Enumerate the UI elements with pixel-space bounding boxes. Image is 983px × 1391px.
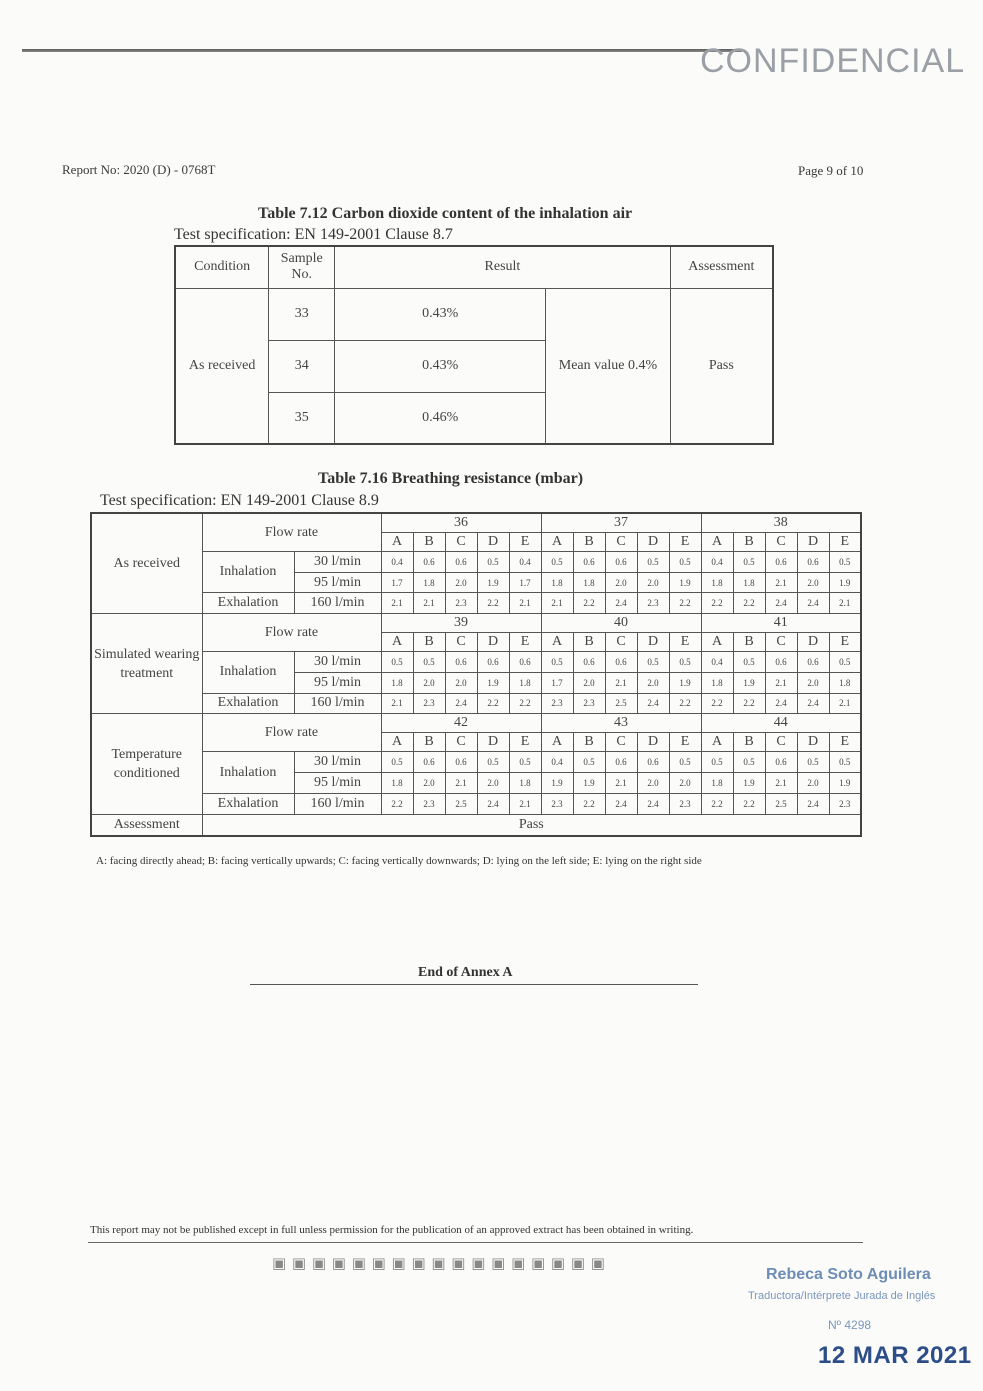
- value-cell: 2.3: [445, 593, 477, 614]
- value-cell: 1.9: [477, 572, 509, 593]
- value-cell: 1.7: [381, 572, 413, 593]
- value-cell: 2.2: [477, 693, 509, 714]
- value-cell: 2.2: [381, 793, 413, 814]
- position-letter: E: [509, 532, 541, 552]
- co2-sample: 34: [269, 340, 335, 392]
- value-cell: 2.1: [381, 693, 413, 714]
- co2-table-spec: Test specification: EN 149-2001 Clause 8.7: [174, 226, 453, 243]
- position-letter: A: [541, 732, 573, 752]
- group-condition: Simulated wearing treatment: [91, 614, 202, 714]
- accreditation-logos: ▣ ▣ ▣ ▣ ▣ ▣ ▣ ▣ ▣ ▣ ▣ ▣ ▣ ▣ ▣ ▣ ▣: [272, 1256, 606, 1272]
- value-cell: 0.6: [413, 552, 445, 573]
- exhalation-label: Exhalation: [202, 693, 294, 714]
- value-cell: 0.4: [701, 652, 733, 673]
- position-letter: E: [509, 732, 541, 752]
- value-cell: 2.2: [573, 593, 605, 614]
- rate-95-label: 95 l/min: [294, 773, 381, 794]
- rate-30-label: 30 l/min: [294, 652, 381, 673]
- value-cell: 2.5: [765, 793, 797, 814]
- value-cell: 0.5: [477, 752, 509, 773]
- value-cell: 2.1: [605, 773, 637, 794]
- value-cell: 2.0: [669, 773, 701, 794]
- value-cell: 2.1: [605, 672, 637, 693]
- breathing-resistance-table: [90, 512, 862, 837]
- value-cell: 0.5: [829, 652, 861, 673]
- inhalation-label: Inhalation: [202, 552, 294, 593]
- position-letter: C: [765, 532, 797, 552]
- sample-number: 44: [701, 714, 861, 733]
- value-cell: 2.3: [669, 793, 701, 814]
- position-letter: C: [605, 532, 637, 552]
- inhalation-label: Inhalation: [202, 652, 294, 693]
- position-letter: D: [477, 532, 509, 552]
- position-letter: A: [701, 732, 733, 752]
- value-cell: 2.1: [509, 793, 541, 814]
- value-cell: 0.5: [669, 752, 701, 773]
- value-cell: 2.1: [413, 593, 445, 614]
- value-cell: 0.6: [605, 552, 637, 573]
- value-cell: 2.4: [765, 693, 797, 714]
- value-cell: 0.6: [573, 652, 605, 673]
- confidential-watermark: CONFIDENCIAL: [700, 42, 966, 80]
- rate-95-label: 95 l/min: [294, 572, 381, 593]
- value-cell: 0.4: [509, 552, 541, 573]
- value-cell: 2.0: [637, 572, 669, 593]
- value-cell: 1.7: [541, 672, 573, 693]
- value-cell: 2.2: [573, 793, 605, 814]
- value-cell: 2.1: [765, 672, 797, 693]
- position-letter: B: [413, 532, 445, 552]
- co2-result: 0.43%: [335, 340, 546, 392]
- value-cell: 2.2: [669, 693, 701, 714]
- position-letter: C: [765, 632, 797, 652]
- value-cell: 0.6: [445, 652, 477, 673]
- value-cell: 1.8: [829, 672, 861, 693]
- value-cell: 2.3: [413, 793, 445, 814]
- translator-stamp-role: Traductora/Intérprete Jurada de Inglés: [748, 1290, 936, 1302]
- value-cell: 2.4: [637, 793, 669, 814]
- position-letter: D: [477, 732, 509, 752]
- value-cell: 1.9: [829, 773, 861, 794]
- value-cell: 2.2: [669, 593, 701, 614]
- translator-stamp-name: Rebeca Soto Aguilera: [766, 1266, 931, 1283]
- value-cell: 2.0: [637, 773, 669, 794]
- co2-sample: 35: [269, 392, 335, 444]
- sample-number: 36: [381, 513, 541, 532]
- value-cell: 1.8: [701, 672, 733, 693]
- value-cell: 0.6: [797, 552, 829, 573]
- co2-header-sample: Sample No.: [269, 246, 335, 288]
- value-cell: 2.5: [605, 693, 637, 714]
- resistance-assessment-label: Assessment: [91, 814, 202, 836]
- co2-assessment: Pass: [670, 288, 773, 444]
- position-letter: A: [701, 632, 733, 652]
- value-cell: 2.4: [797, 693, 829, 714]
- co2-mean: Mean value 0.4%: [546, 288, 670, 444]
- value-cell: 2.0: [413, 773, 445, 794]
- position-letter: B: [733, 732, 765, 752]
- value-cell: 2.4: [765, 593, 797, 614]
- value-cell: 2.4: [605, 593, 637, 614]
- value-cell: 0.6: [445, 752, 477, 773]
- rate-30-label: 30 l/min: [294, 552, 381, 573]
- rate-160-label: 160 l/min: [294, 593, 381, 614]
- value-cell: 0.5: [413, 652, 445, 673]
- value-cell: 2.3: [573, 693, 605, 714]
- value-cell: 2.2: [733, 793, 765, 814]
- position-letter: A: [701, 532, 733, 552]
- position-letter: C: [445, 532, 477, 552]
- sample-number: 43: [541, 714, 701, 733]
- value-cell: 2.2: [733, 593, 765, 614]
- value-cell: 2.2: [477, 593, 509, 614]
- value-cell: 0.5: [669, 652, 701, 673]
- value-cell: 1.8: [701, 572, 733, 593]
- position-letter: C: [605, 732, 637, 752]
- co2-header-condition: Condition: [175, 246, 269, 288]
- inhalation-label: Inhalation: [202, 752, 294, 793]
- value-cell: 0.6: [765, 552, 797, 573]
- value-cell: 0.6: [605, 652, 637, 673]
- position-letter: D: [797, 732, 829, 752]
- position-letter: C: [445, 732, 477, 752]
- position-letter: E: [829, 532, 861, 552]
- position-letter: D: [797, 532, 829, 552]
- value-cell: 0.6: [573, 552, 605, 573]
- translator-stamp-date: 12 MAR 2021: [818, 1342, 972, 1369]
- page-number: Page 9 of 10: [798, 163, 864, 178]
- position-letter: D: [797, 632, 829, 652]
- value-cell: 1.8: [413, 572, 445, 593]
- value-cell: 2.1: [765, 572, 797, 593]
- value-cell: 2.0: [605, 572, 637, 593]
- value-cell: 0.6: [605, 752, 637, 773]
- value-cell: 0.4: [381, 552, 413, 573]
- value-cell: 0.5: [669, 552, 701, 573]
- flow-rate-label: Flow rate: [202, 714, 381, 752]
- value-cell: 2.2: [509, 693, 541, 714]
- position-letter: E: [669, 732, 701, 752]
- value-cell: 2.0: [445, 672, 477, 693]
- position-letter: D: [637, 732, 669, 752]
- position-letter: B: [733, 632, 765, 652]
- value-cell: 2.0: [573, 672, 605, 693]
- value-cell: 2.2: [733, 693, 765, 714]
- value-cell: 2.1: [381, 593, 413, 614]
- position-letter: E: [829, 632, 861, 652]
- footer-note: This report may not be published except in full unless permission for the publication of an approved extract has been obtained in writing.: [90, 1224, 694, 1236]
- value-cell: 1.8: [573, 572, 605, 593]
- position-letter: A: [541, 632, 573, 652]
- position-letter: C: [605, 632, 637, 652]
- exhalation-label: Exhalation: [202, 793, 294, 814]
- value-cell: 2.4: [445, 693, 477, 714]
- group-condition: As received: [91, 513, 202, 614]
- value-cell: 1.8: [381, 773, 413, 794]
- value-cell: 2.1: [541, 593, 573, 614]
- position-letter: B: [733, 532, 765, 552]
- rate-160-label: 160 l/min: [294, 793, 381, 814]
- exhalation-label: Exhalation: [202, 593, 294, 614]
- co2-sample: 33: [269, 288, 335, 340]
- value-cell: 2.4: [797, 793, 829, 814]
- value-cell: 2.0: [445, 572, 477, 593]
- value-cell: 2.4: [605, 793, 637, 814]
- value-cell: 2.2: [701, 693, 733, 714]
- value-cell: 1.9: [477, 672, 509, 693]
- co2-table: [174, 245, 774, 445]
- sample-number: 41: [701, 614, 861, 633]
- sample-number: 37: [541, 513, 701, 532]
- value-cell: 0.5: [381, 752, 413, 773]
- co2-header-assessment: Assessment: [670, 246, 773, 288]
- translator-stamp-number: Nº 4298: [828, 1318, 872, 1332]
- position-letter: A: [381, 732, 413, 752]
- co2-header-result: Result: [335, 246, 671, 288]
- position-legend: A: facing directly ahead; B: facing vertically upwards; C: facing vertically downwards; D: lying on the left side; E: lying on the right side: [96, 855, 702, 867]
- co2-result: 0.46%: [335, 392, 546, 444]
- sample-number: 39: [381, 614, 541, 633]
- value-cell: 0.5: [509, 752, 541, 773]
- sample-number: 40: [541, 614, 701, 633]
- value-cell: 1.7: [509, 572, 541, 593]
- value-cell: 1.9: [733, 773, 765, 794]
- value-cell: 2.0: [637, 672, 669, 693]
- value-cell: 1.8: [381, 672, 413, 693]
- value-cell: 2.0: [797, 773, 829, 794]
- value-cell: 0.5: [829, 752, 861, 773]
- report-number: Report No: 2020 (D) - 0768T: [62, 162, 216, 177]
- position-letter: B: [413, 632, 445, 652]
- value-cell: 0.5: [541, 652, 573, 673]
- sample-number: 42: [381, 714, 541, 733]
- value-cell: 1.9: [541, 773, 573, 794]
- value-cell: 0.5: [797, 752, 829, 773]
- value-cell: 1.8: [509, 672, 541, 693]
- value-cell: 1.9: [669, 672, 701, 693]
- header-rule: [22, 49, 742, 52]
- value-cell: 1.8: [733, 572, 765, 593]
- value-cell: 2.2: [701, 593, 733, 614]
- position-letter: A: [541, 532, 573, 552]
- flow-rate-label: Flow rate: [202, 513, 381, 552]
- position-letter: E: [669, 632, 701, 652]
- position-letter: B: [573, 632, 605, 652]
- value-cell: 0.5: [733, 652, 765, 673]
- value-cell: 2.1: [765, 773, 797, 794]
- value-cell: 0.4: [701, 552, 733, 573]
- resistance-assessment-value: Pass: [202, 814, 861, 836]
- group-condition: Temperature conditioned: [91, 714, 202, 814]
- value-cell: 0.5: [573, 752, 605, 773]
- value-cell: 2.3: [637, 593, 669, 614]
- value-cell: 0.5: [733, 552, 765, 573]
- value-cell: 0.6: [637, 752, 669, 773]
- position-letter: E: [509, 632, 541, 652]
- value-cell: 2.0: [797, 572, 829, 593]
- value-cell: 2.0: [413, 672, 445, 693]
- position-letter: E: [829, 732, 861, 752]
- value-cell: 1.9: [573, 773, 605, 794]
- value-cell: 0.6: [765, 652, 797, 673]
- value-cell: 1.9: [829, 572, 861, 593]
- value-cell: 1.8: [701, 773, 733, 794]
- value-cell: 2.1: [829, 593, 861, 614]
- value-cell: 0.5: [541, 552, 573, 573]
- value-cell: 0.6: [477, 652, 509, 673]
- position-letter: B: [573, 532, 605, 552]
- value-cell: 2.0: [477, 773, 509, 794]
- value-cell: 0.5: [477, 552, 509, 573]
- value-cell: 0.6: [509, 652, 541, 673]
- rate-95-label: 95 l/min: [294, 672, 381, 693]
- value-cell: 2.3: [829, 793, 861, 814]
- position-letter: C: [445, 632, 477, 652]
- co2-table-title: Table 7.12 Carbon dioxide content of the inhalation air: [258, 205, 633, 222]
- value-cell: 0.4: [541, 752, 573, 773]
- position-letter: E: [669, 532, 701, 552]
- value-cell: 2.1: [445, 773, 477, 794]
- value-cell: 0.6: [765, 752, 797, 773]
- value-cell: 1.9: [669, 572, 701, 593]
- resistance-table-title: Table 7.16 Breathing resistance (mbar): [318, 470, 584, 487]
- position-letter: A: [381, 532, 413, 552]
- value-cell: 2.0: [797, 672, 829, 693]
- value-cell: 2.3: [541, 793, 573, 814]
- value-cell: 2.4: [637, 693, 669, 714]
- footer-rule: [88, 1242, 863, 1243]
- value-cell: 1.8: [541, 572, 573, 593]
- position-letter: D: [637, 532, 669, 552]
- value-cell: 2.4: [477, 793, 509, 814]
- position-letter: B: [573, 732, 605, 752]
- value-cell: 1.9: [733, 672, 765, 693]
- value-cell: 0.5: [829, 552, 861, 573]
- value-cell: 2.1: [829, 693, 861, 714]
- value-cell: 0.5: [381, 652, 413, 673]
- position-letter: D: [477, 632, 509, 652]
- value-cell: 0.5: [733, 752, 765, 773]
- co2-condition: As received: [175, 288, 269, 444]
- value-cell: 0.5: [637, 652, 669, 673]
- position-letter: B: [413, 732, 445, 752]
- value-cell: 0.5: [701, 752, 733, 773]
- value-cell: 2.1: [509, 593, 541, 614]
- value-cell: 1.8: [509, 773, 541, 794]
- value-cell: 2.2: [701, 793, 733, 814]
- rate-30-label: 30 l/min: [294, 752, 381, 773]
- value-cell: 0.6: [445, 552, 477, 573]
- value-cell: 0.6: [413, 752, 445, 773]
- sample-number: 38: [701, 513, 861, 532]
- rate-160-label: 160 l/min: [294, 693, 381, 714]
- co2-result: 0.43%: [335, 288, 546, 340]
- flow-rate-label: Flow rate: [202, 614, 381, 652]
- position-letter: D: [637, 632, 669, 652]
- position-letter: A: [381, 632, 413, 652]
- end-of-annex: End of Annex A: [418, 965, 513, 980]
- value-cell: 2.4: [797, 593, 829, 614]
- end-rule: [250, 984, 698, 985]
- value-cell: 2.3: [413, 693, 445, 714]
- value-cell: 2.3: [541, 693, 573, 714]
- value-cell: 0.5: [637, 552, 669, 573]
- value-cell: 2.5: [445, 793, 477, 814]
- value-cell: 0.6: [797, 652, 829, 673]
- position-letter: C: [765, 732, 797, 752]
- resistance-table-spec: Test specification: EN 149-2001 Clause 8.9: [100, 492, 379, 509]
